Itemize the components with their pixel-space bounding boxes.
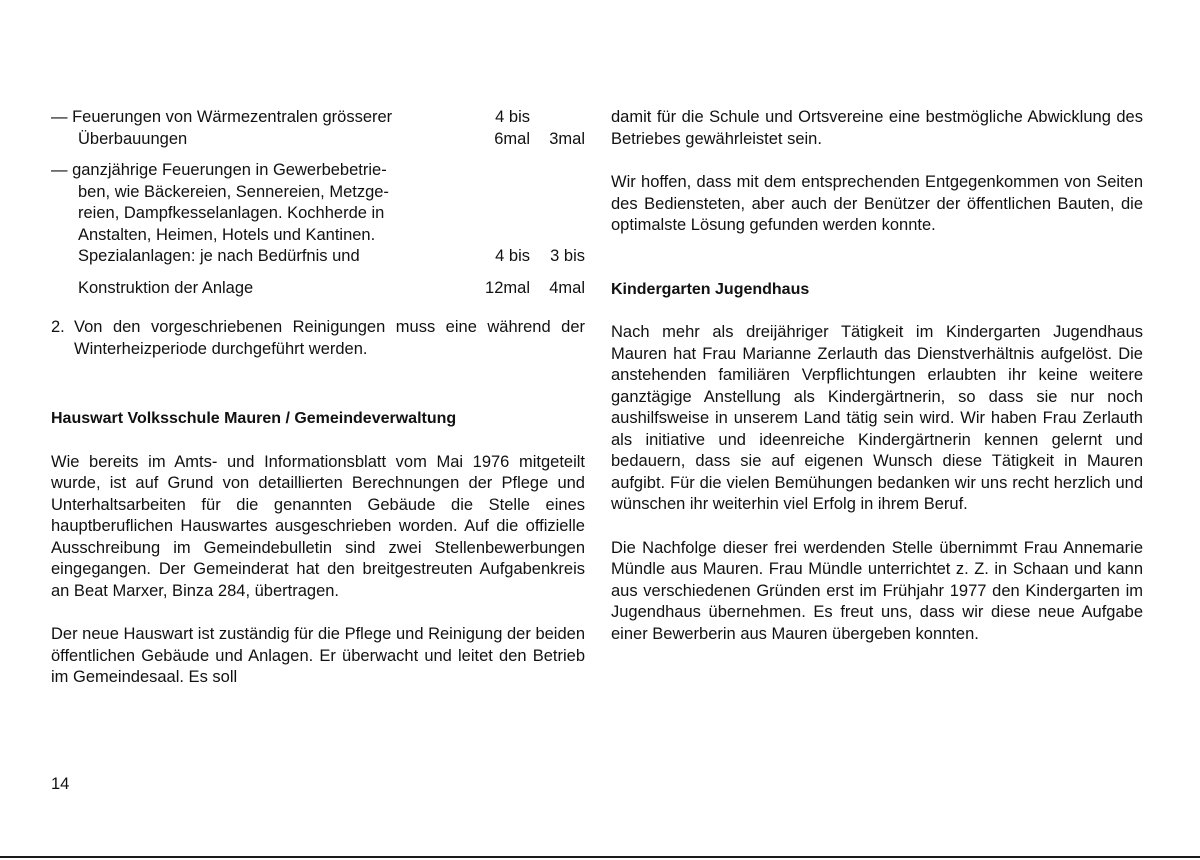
item-number: 2. [51, 318, 65, 336]
list-line-text: Konstruktion der Anlage [78, 278, 254, 297]
page-number: 14 [51, 775, 70, 793]
list-line-text: Überbauungen [78, 129, 188, 148]
frequency-col1: 4 bis [495, 108, 530, 126]
list-block [51, 107, 585, 299]
list-line [51, 225, 585, 247]
list-line-text: reien, Dampfkesselanlagen. Kochherde in [78, 204, 385, 222]
list-line [51, 107, 585, 129]
frequency-col2: 4mal [549, 278, 585, 297]
list-line [51, 182, 585, 204]
list-line [51, 278, 585, 300]
frequency-col2: 3 bis [550, 247, 585, 265]
bottom-rule [0, 856, 1200, 858]
left-column [51, 107, 585, 689]
list-line [51, 160, 585, 182]
list-line-text: — ganzjährige Feuerungen in Gewerbebetrie- [51, 161, 387, 179]
list-line-text: Anstalten, Heimen, Hotels und Kantinen. [78, 225, 376, 244]
frequency-col1: 4 bis [495, 247, 530, 265]
numbered-item [51, 317, 585, 360]
frequency-col1: 6mal [494, 129, 530, 148]
paragraph: Wir hoffen, dass mit dem entsprechenden Entgegenkommen von Seiten des Bediensteten, aber auch der Benützer der öffentlichen Bauten, die optimalste Lösung gefunden werden konnte. [611, 173, 1143, 234]
paragraph: Der neue Hauswart ist zuständig für die Pflege und Reinigung der beiden öffentlichen Gebäude und Anlagen. Er überwacht und leitet den Betrieb im Gemeindesaal. Es soll [51, 625, 585, 686]
section-heading-kindergarten: Kindergarten Jugendhaus [611, 280, 810, 298]
right-column [611, 107, 1143, 645]
list-line [51, 129, 585, 151]
paragraph: Nach mehr als dreijähriger Tätigkeit im Kindergarten Jugendhaus Mauren hat Frau Marianne Zerlauth das Dienstverhältnis aufgelöst. Die anstehenden familiären Verpflichtungen erlaubten ihr keine weitere ganztägige Anstellung als Kindergärtnerin, so dass sie nur noch aushilfsweise in unserem Land tätig sein wird. Wir haben Frau Zerlauth als initiative und ideenreiche Kindergärtnerin kennen gelernt und bedauern, dass sie auf eigenen Wunsch diese Tätigkeit in Mauren aufgibt. Für die vielen Bemühungen bedanken wir uns recht herzlich und wünschen ihr weiterhin viel Erfolg in ihrem Beruf. [611, 323, 1143, 513]
paragraph: damit für die Schule und Ortsvereine eine bestmögliche Abwicklung des Betriebes gewährleistet sein. [611, 108, 1143, 148]
list-line-text: — Feuerungen von Wärmezentralen grösserer [51, 108, 393, 126]
paragraph: Wie bereits im Amts- und Informationsblatt vom Mai 1976 mitgeteilt wurde, ist auf Grund von detaillierten Berechnungen der Pflege und Unterhaltsarbeiten für die genannten Gebäude die Stelle eines hauptberuflichen Hauswartes ausgeschrieben worden. Auf die offizielle Ausschreibung im Gemeindebulletin sind zwei Stellenbewerbungen eingegangen. Der Gemeinderat hat den breitgestreuten Aufgabenkreis an Beat Marxer, Binza 284, übertragen. [51, 452, 585, 600]
paragraph: Die Nachfolge dieser frei werdenden Stelle übernimmt Frau Annemarie Mündle aus Mauren. Frau Mündle unterrichtet z. Z. in Schaan und kann aus verschiedenen Gründen erst im Frühjahr 1977 den Kindergarten im Jugendhaus übernehmen. Es freut uns, dass wir diese neue Aufgabe einer Bewerberin aus Mauren übergeben konnten. [611, 538, 1143, 643]
list-line [51, 246, 585, 268]
section-heading-hauswart: Hauswart Volksschule Mauren / Gemeindeverwaltung [51, 410, 457, 427]
list-line-text: Spezialanlagen: je nach Bedürfnis und [78, 247, 360, 265]
frequency-col2: 3mal [549, 129, 585, 148]
list-line [51, 203, 585, 225]
list-line-text: ben, wie Bäckereien, Sennereien, Metzge- [78, 182, 389, 201]
frequency-col1: 12mal [485, 278, 530, 297]
item-text: Von den vorgeschriebenen Reinigungen muss eine während der Winterheizperiode durchgeführt werden. [74, 318, 585, 358]
